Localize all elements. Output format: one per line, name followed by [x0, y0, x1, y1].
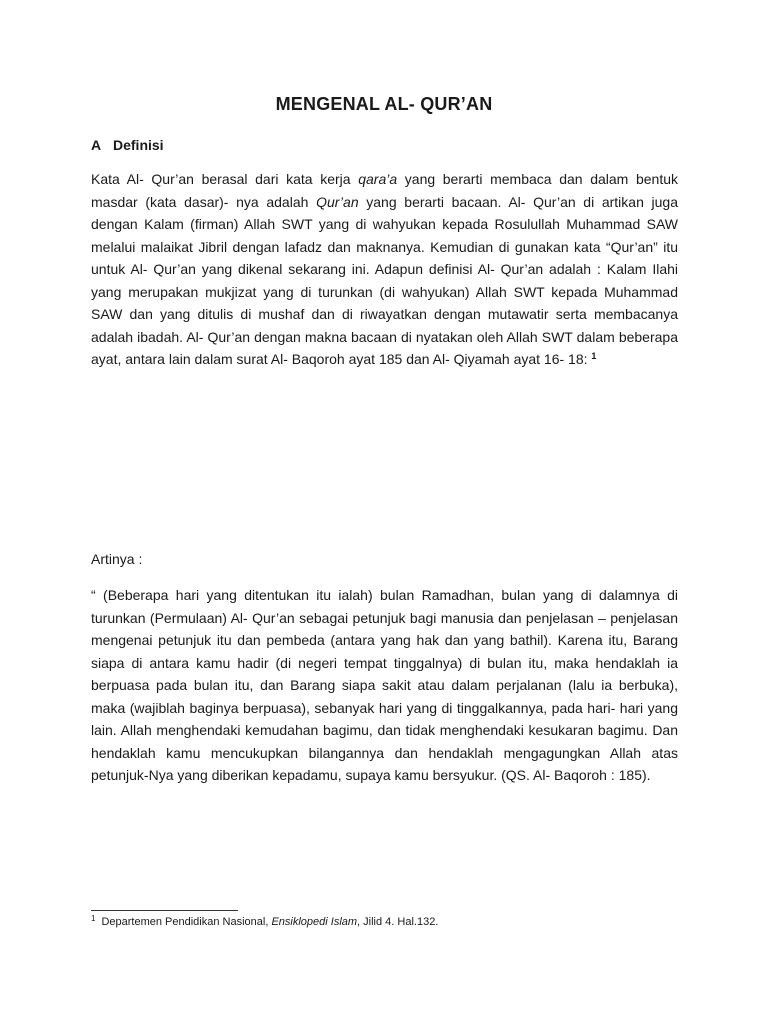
footnote	[91, 916, 438, 928]
paragraph-text: Kata Al- Qur’an berasal dari kata kerja	[91, 171, 359, 187]
section-number: A	[91, 137, 102, 153]
artinya-label: Artinya :	[91, 551, 143, 567]
paragraph-text: yang berarti membaca dan dalam bentuk masdar (kata dasar)- nya adalah	[91, 171, 678, 210]
footnote-text: Departemen Pendidikan Nasional,	[101, 916, 272, 928]
section-label: Definisi	[113, 137, 164, 153]
translation-paragraph: “ (Beberapa hari yang ditentukan itu ialah) bulan Ramadhan, bulan yang di dalamnya di turunkan (Permulaan) Al- Qur’an sebagai petunjuk bagi manusia dan penjelasan – penjelasan mengenai petunjuk itu dan pembeda (antara yang hak dan yang bathil). Karena itu, Barang siapa di antara kamu hadir (di negeri tempat tinggalnya) di bulan itu, maka hendaklah ia berpuasa pada bulan itu, dan Barang siapa sakit atau dalam perjalanan (lalu ia berbuka), maka (wajiblah baginya berpuasa), sebanyak hari yang di tinggalkannya, pada hari- hari yang lain. Allah menghendaki kemudahan bagimu, dan tidak menghendaki kesukaran bagimu. Dan hendaklah kamu mencukupkan bilangannya dan hendaklah mengagungkan Allah atas petunjuk-Nya yang diberikan kepadamu, supaya kamu bersyukur. (QS. Al- Baqoroh : 185).	[91, 587, 678, 783]
page-title: MENGENAL AL- QUR’AN	[275, 94, 493, 114]
footnote-number: 1	[91, 914, 96, 923]
paragraph-text: yang berarti bacaan. Al- Qur’an di artikan juga dengan Kalam (firman) Allah SWT yang di wahyukan kepada Rosulullah Muhammad SAW melalui malaikat Jibril dengan lafadz dan maknanya. Kemudian di gunakan kata “Qur’an” itu untuk Al- Qur’an yang dikenal sekarang ini. Adapun definisi Al- Qur’an adalah : Kalam Ilahi yang merupakan mukjizat yang di turunkan (di wahyukan) Allah SWT kepada Muhammad SAW dan yang ditulis di mushaf dan di riwayatkan dengan mutawatir serta membacanya adalah ibadah. Al- Qur’an dengan makna bacaan di nyatakan oleh Allah SWT dalam beberapa ayat, antara lain dalam surat Al- Baqoroh ayat 185 dan Al- Qiyamah ayat 16- 18:	[91, 193, 678, 367]
footnote-divider	[91, 910, 238, 911]
section-heading	[91, 137, 164, 153]
footnote-reference[interactable]: 1	[591, 351, 597, 361]
footnote-text: , Jilid 4. Hal.132.	[357, 916, 439, 928]
italic-term-quran: Qur’an	[316, 193, 359, 210]
footnote-italic-title: Ensiklopedi Islam	[271, 916, 358, 928]
italic-term-qaraa: qara’a	[358, 171, 398, 187]
definition-paragraph	[91, 168, 678, 371]
